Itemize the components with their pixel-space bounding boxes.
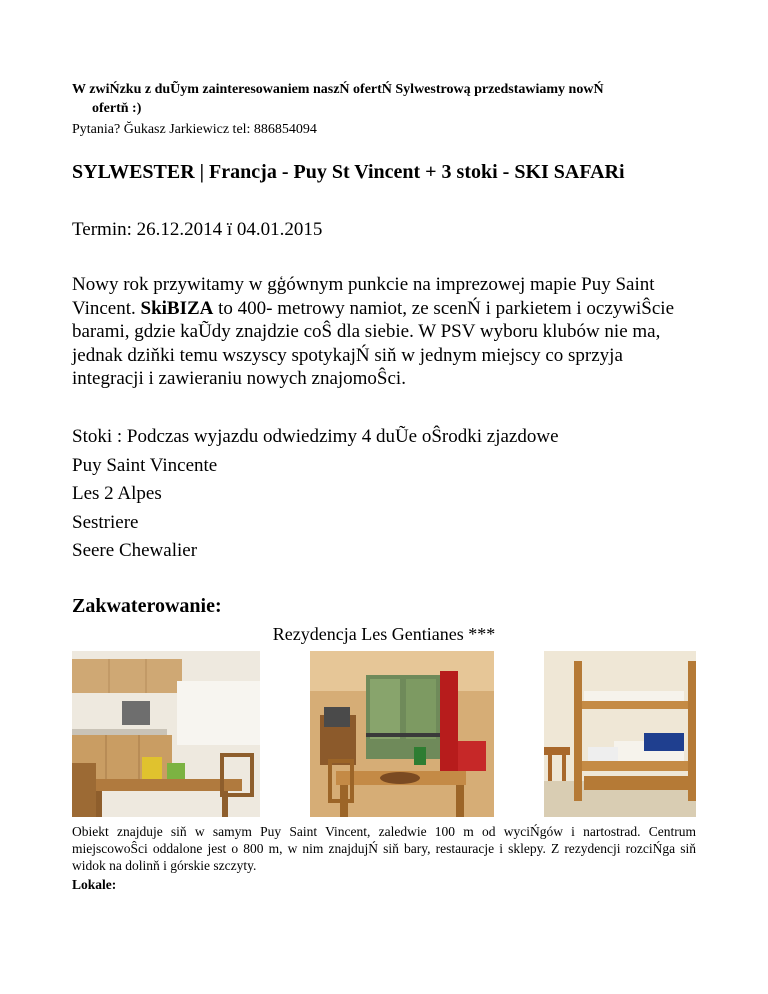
para-text-1: Nowy rok przywitamy w gģównym punkcie na imprezowej mapie Puy Saint Vincent. <box>72 274 655 319</box>
slopes-intro: Stoki : Podczas wyjazdu odwiedzimy 4 duŨe oŜrodki zjazdowe <box>72 426 559 447</box>
skibiza-name: SkiBIZA <box>140 297 214 319</box>
slope-item: Seere Chewalier <box>72 540 198 562</box>
para-text-2: to 400- metrowy namiot, ze scenŃ i parkietem i oczywiŜcie barami, gdzie kaŨdy znajdzie coŜ dla siebie. W PSV wyboru klubów nie ma, jednak dziňki temu wszyscy spotykajŃ siň w jednym miejscy co sprzyja integracji i zawieraniu nowych znajomoŜci. <box>72 297 675 389</box>
slope-item: Les 2 Alpes <box>72 483 162 505</box>
kitchen-dining-photo <box>72 651 260 817</box>
lokale-heading: Lokale: <box>72 877 117 892</box>
slope-item: Sestriere <box>72 511 139 533</box>
offer-headline: SYLWESTER | Francja - Puy St Vincent + 3 stoki - SKI SAFARi <box>72 161 625 183</box>
intro-line-1: W zwiŃzku z duŨym zainteresowaniem naszŃ ofertŃ Sylwestrową przedstawiamy nowŃ <box>72 82 604 97</box>
slope-item: Puy Saint Vincente <box>72 454 218 476</box>
photo-strip <box>72 651 696 817</box>
intro-text <box>72 80 712 118</box>
slopes-list <box>72 423 559 566</box>
party-paragraph <box>72 273 692 391</box>
residence-title: Rezydencja Les Gentianes *** <box>272 624 496 644</box>
contact-line: Pytania? Ğukasz Jarkiewicz tel: 886854094 <box>72 122 317 137</box>
intro-line-2: ofertň :) <box>92 101 142 116</box>
accommodation-heading: Zakwaterowanie: <box>72 595 222 617</box>
living-room-photo <box>310 651 494 817</box>
description-paragraph: Obiekt znajduje siň w samym Puy Saint Vincent, zaledwie 100 m od wyciŃgów i nartostrad. Centrum miejscowoŜci oddalone jest o 800 m, w nim znajdujŃ siň bary, restauracje i sklepy. Z rezydencji rozciŃga siň widok na dolinň i górskie szczyty. <box>72 824 696 873</box>
bunk-bedroom-photo <box>544 651 696 817</box>
termin-dates: Termin: 26.12.2014 ï 04.01.2015 <box>72 219 323 240</box>
